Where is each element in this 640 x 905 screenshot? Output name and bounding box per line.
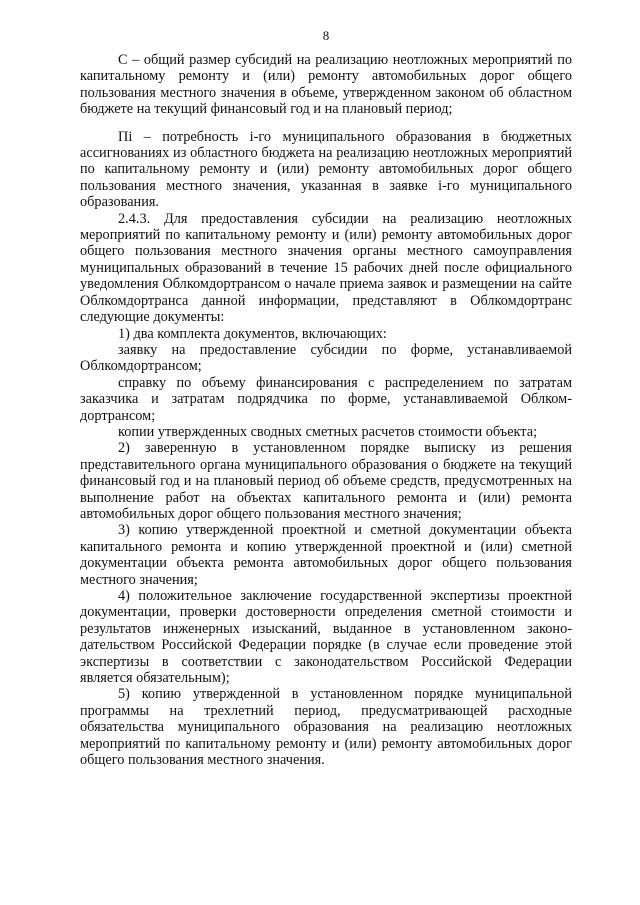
paragraph-item-1: 1) два комплекта документов, включающих:: [118, 325, 387, 342]
paragraph-pi-definition: Пi – потребность i-го муниципального образования в бюджетных ассигнованиях из областного бюджета на реализацию неотложных мероприятий по капитальному ремонту и (или) ремонту автомобильных дорог общего пользования местного значения, указанная в заявке i-го муниципального образования.: [80, 128, 572, 211]
paragraph-c-definition: С – общий размер субсидий на реализацию неотложных мероприятий по капитальному ремонту и (или) ремонту автомобильных дорог общего пользования местного значения в объеме, утвержденном законом об областном бюджете на текущий финансовый год и на плановый период;: [80, 52, 572, 118]
paragraph-estimates: копии утвержденных сводных сметных расчетов стоимости объекта;: [118, 423, 538, 440]
paragraph-item-4: 4) положительное заключение государственной экспертизы проектной документации, проверки достоверности определения сметной стоимости и результатов инженерных изысканий, выданное в установленном законодательством Российской Федерации порядке (в случае если проведение этой экспертизы в соответствии с законодательством Российской Федерации является обязательным);: [80, 588, 572, 687]
paragraph-item-5: 5) копию утвержденной в установленном порядке муниципальной программы на трехлетний период, предусматривающей расходные обязательства муниципального образования на реализацию неотложных мероприятий по капитальному ремонту и (или) ремонту автомобильных дорог общего пользования местного значения.: [80, 686, 572, 769]
paragraph-2-4-3: 2.4.3. Для предоставления субсидии на реализацию неотложных мероприятий по капитальному ремонту и (или) ремонту автомобильных дорог общего пользования местного значения органы местного самоуправления муниципальных образований в течение 15 рабочих дней после официального уведомления Облкомдортрансом о начале приема заявок и размещении на сайте Облкомдортранса данной информации, представляют в Облкомдортранс следующие документы:: [80, 210, 572, 326]
page-number: 8: [322, 28, 330, 43]
paragraph-item-2: 2) заверенную в установленном порядке выписку из решения представительного органа муниципального образования о бюджете на текущий финансовый год и на плановый период об объеме средств, предусмотренных на выполнение работ на объектах капитального ремонта и (или) ремонта автомобильных дорог общего пользования местного значения;: [80, 440, 572, 522]
paragraph-application: заявку на предоставление субсидии по форме, устанавливаемой Облкомдортрансом;: [80, 341, 572, 375]
paragraph-item-3: 3) копию утвержденной проектной и сметной документации объекта капитального ремонта и копию утвержденной проектной и (или) сметной документации объекта ремонта автомобильных дорог общего пользования местного значения;: [80, 522, 572, 588]
paragraph-financing-note: справку по объему финансирования с распределением по затратам заказчика и затратам подрядчика по форме, устанавливаемой Облкомдортрансом;: [80, 374, 572, 424]
